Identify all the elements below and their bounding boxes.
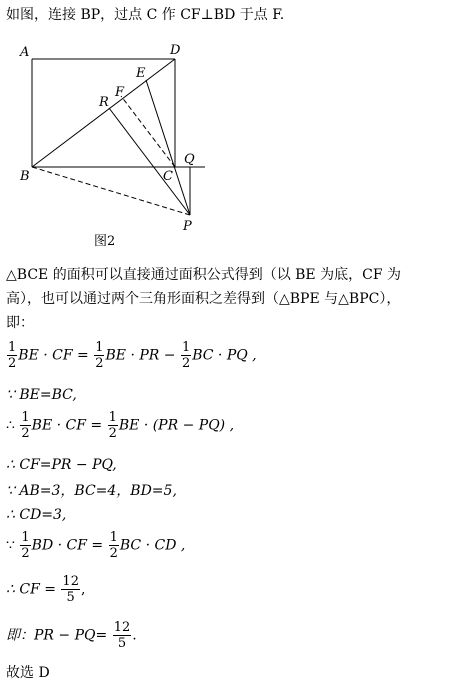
paragraph-line-3: 即： — [6, 315, 34, 331]
segment-RP — [109, 108, 190, 215]
label-D: D — [170, 43, 181, 58]
answer-text: 故选 D — [6, 665, 50, 681]
paragraph-line-2: 高），也可以通过两个三角形面积之差得到（△BPE 与△BPC）， — [6, 291, 401, 307]
fraction: $\frac{12}{5}$ — [62, 574, 79, 605]
fraction: $\frac{1}{2}$ — [181, 340, 191, 371]
equation-1: $\frac{1}{2}$ BE · CF = $\frac{1}{2}$ BE · PR − $\frac{1}{2}$ BC · PQ , — [8, 340, 257, 371]
fraction: $\frac{12}{5}$ — [113, 620, 131, 651]
label-R: R — [99, 95, 109, 110]
geometry-figure — [0, 30, 230, 245]
figure-caption: 图2 — [94, 234, 116, 249]
fraction: $\frac{1}{2}$ — [108, 410, 117, 441]
equation-3: ∵ $\frac{1}{2}$ BD · CF = $\frac{1}{2}$ BC · CD , — [6, 530, 186, 561]
equation-5: 即：PR − PQ= $\frac{12}{5}$ . — [6, 620, 137, 651]
therefore-cd: ∴ CD=3, — [6, 507, 67, 523]
therefore-cf: ∴ CF=PR − PQ, — [6, 457, 117, 473]
label-P: P — [183, 219, 192, 234]
equation-4: ∴ CF = $\frac{12}{5}$ , — [6, 574, 86, 605]
label-C: C — [163, 169, 173, 184]
fraction: $\frac{1}{2}$ — [21, 530, 30, 561]
label-E: E — [136, 66, 146, 81]
fraction: $\frac{1}{2}$ — [8, 340, 17, 371]
label-A: A — [20, 45, 30, 60]
segment-EP — [146, 80, 190, 215]
fraction: $\frac{1}{2}$ — [109, 530, 118, 561]
label-F: F — [115, 85, 125, 100]
because-be-bc: ∵ BE=BC, — [6, 387, 77, 403]
label-Q: Q — [184, 152, 195, 167]
intro-text: 如图，连接 BP，过点 C 作 CF⊥BD 于点 F. — [6, 7, 285, 23]
fraction: $\frac{1}{2}$ — [95, 340, 104, 371]
segment-BD — [32, 59, 175, 167]
label-B: B — [20, 169, 30, 184]
paragraph-line-1: △BCE 的面积可以直接通过面积公式得到（以 BE 为底，CF 为 — [6, 267, 401, 283]
fraction: $\frac{1}{2}$ — [21, 410, 30, 441]
equation-2: ∴ $\frac{1}{2}$ BE · CF = $\frac{1}{2}$ BE · (PR − PQ) , — [6, 410, 235, 441]
given-lengths: ∵ AB=3，BC=4，BD=5, — [6, 483, 177, 499]
segment-CF-dashed — [121, 96, 175, 167]
